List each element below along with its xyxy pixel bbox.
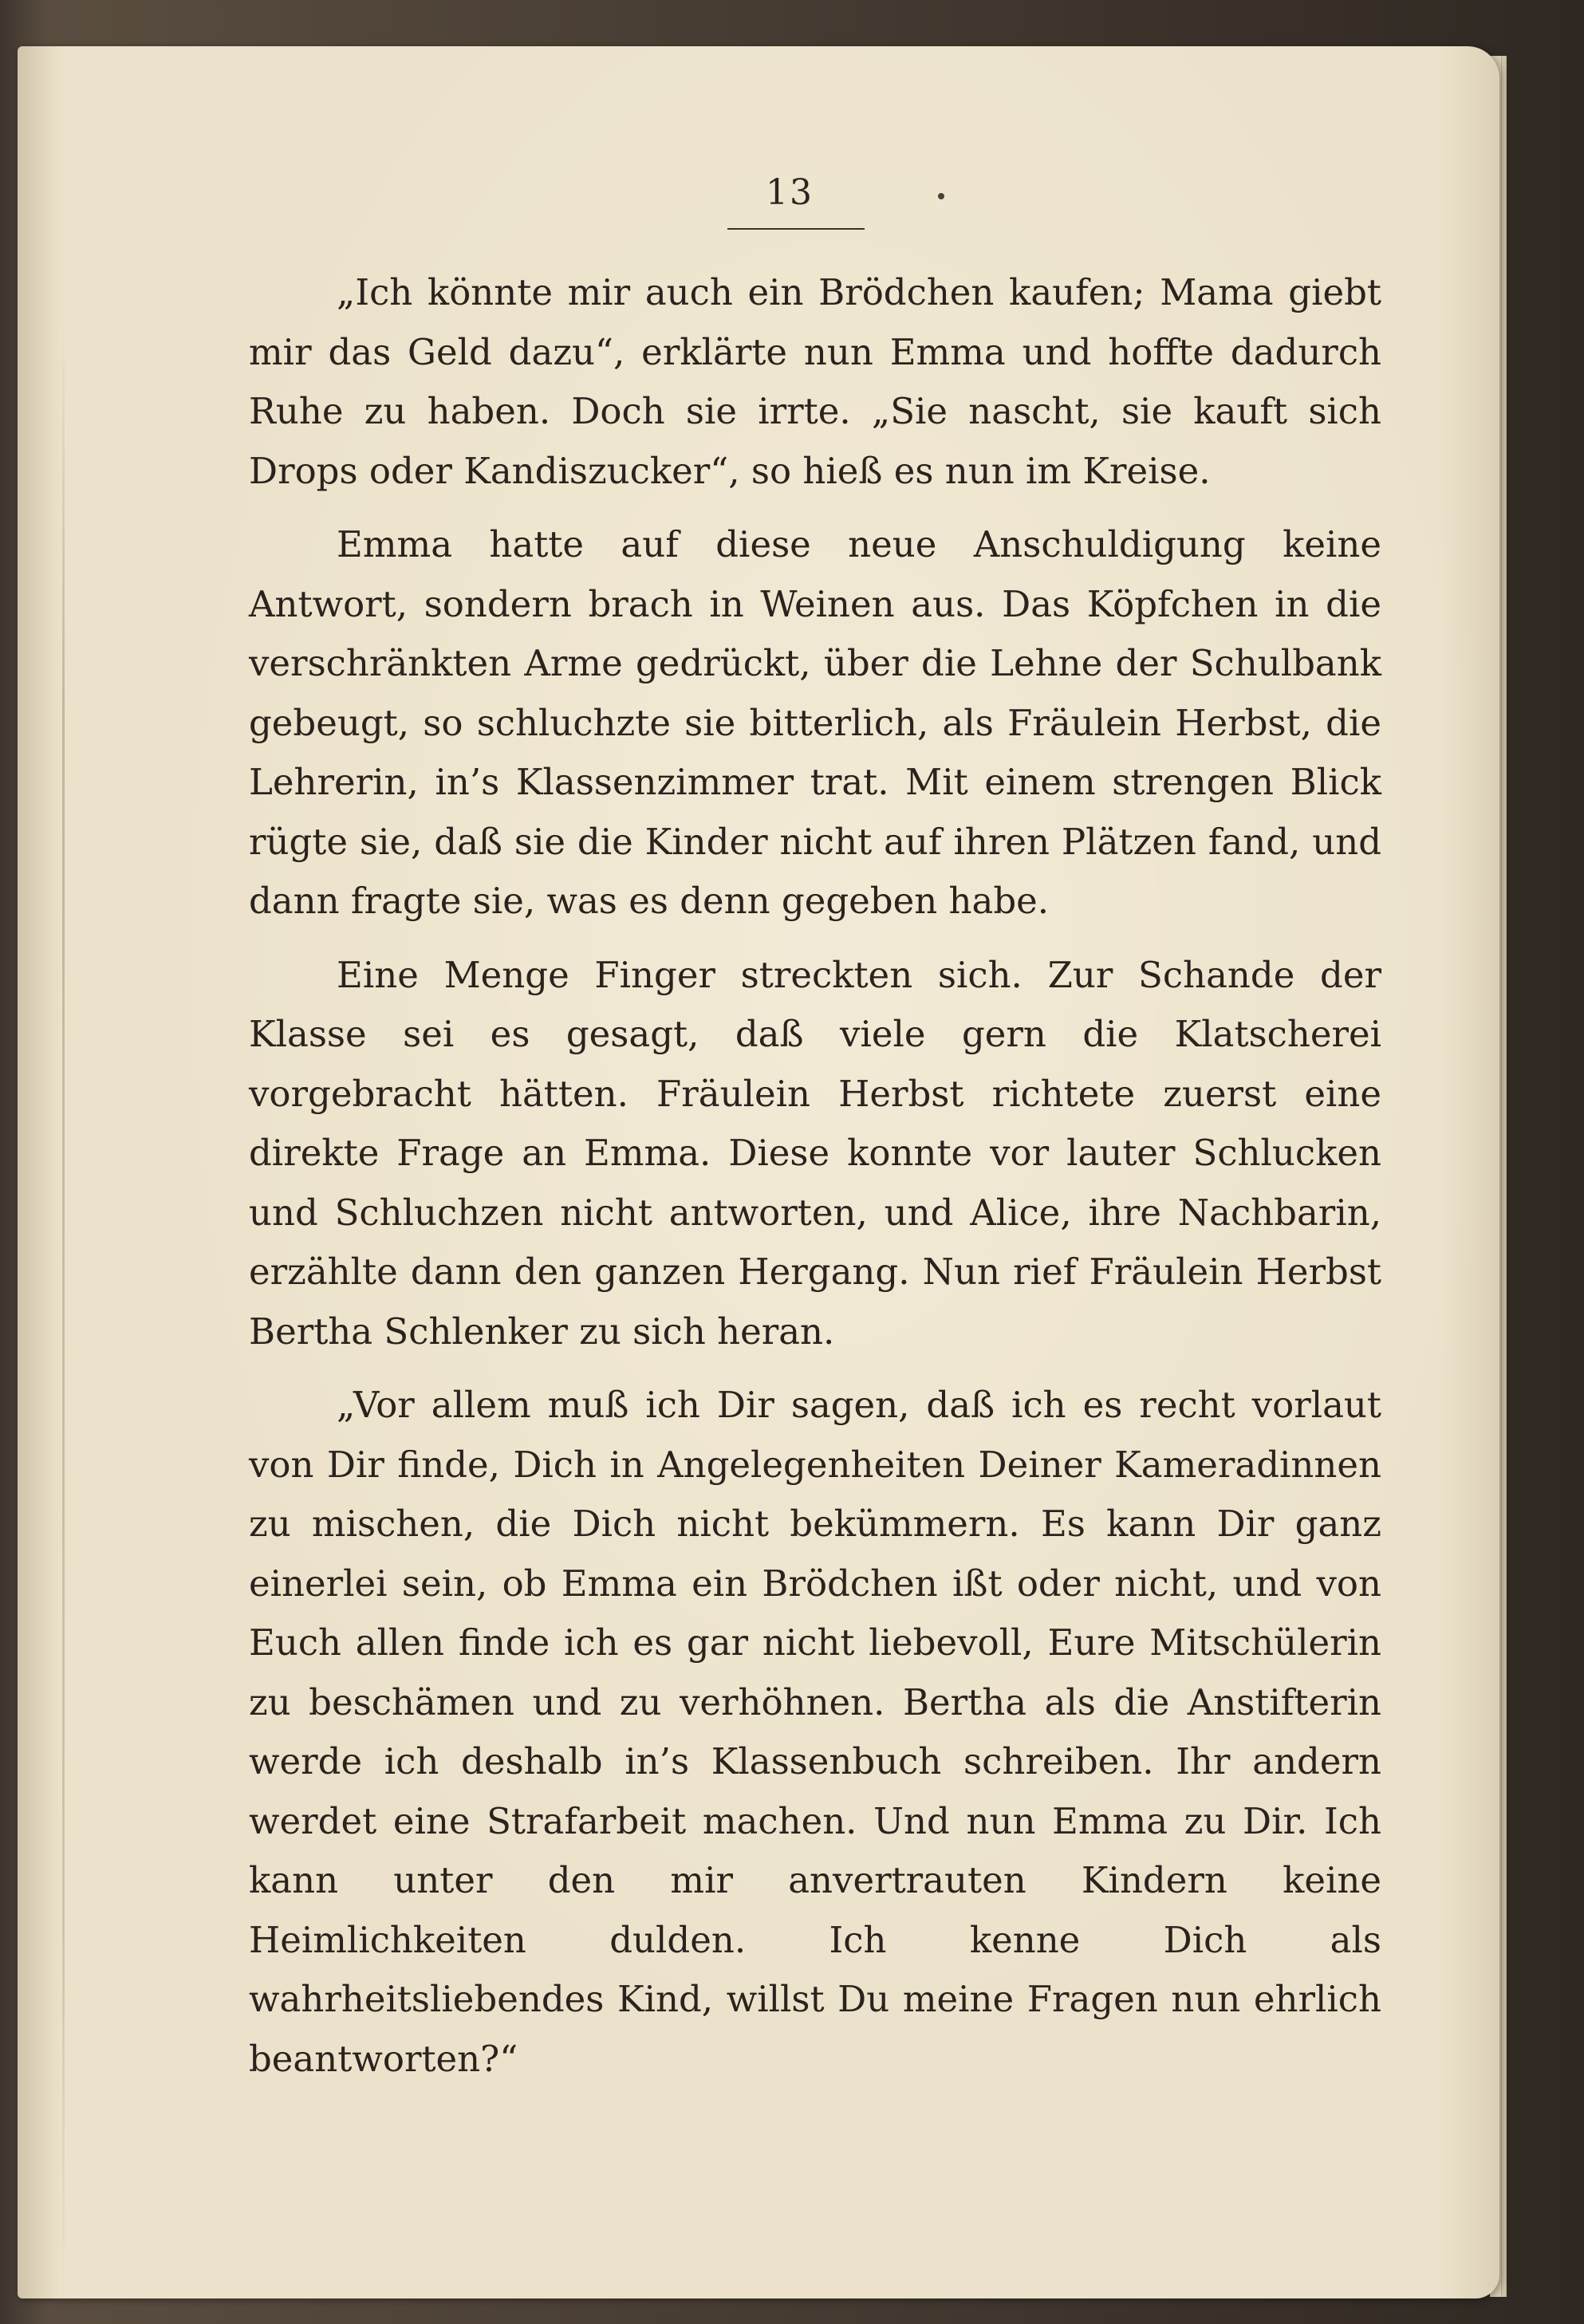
gutter-shadow <box>62 317 65 2311</box>
page-number: 13 <box>766 172 814 213</box>
paragraph-3: Eine Menge Finger streckten sich. Zur Schande der Klasse sei es gesagt, daß viele gern die Klatscherei vorgebracht hätten. Fräulein Herbst richtete zuerst eine direkte Frage an Emma. Diese konnte vor lauter Schlucken und Schluchzen nicht antworten, und Alice, ihre Nachbarin, erzählte dann den ganzen Hergang. Nun rief Fräulein Herbst Bertha Schlenker zu sich heran. <box>249 953 1381 1353</box>
paragraph-4: „Vor allem muß ich Dir sagen, daß ich es recht vorlaut von Dir finde, Dich in Angelegenheiten Deiner Kameradinnen zu mischen, die Dich nicht bekümmern. Es kann Dir ganz einerlei sein, ob Emma ein Brödchen ißt oder nicht, und von Euch allen finde ich es gar nicht liebevoll, Eure Mitschülerin zu beschämen und zu verhöhnen. Bertha als die Anstifterin werde ich deshalb in’s Klassenbuch schreiben. Ihr andern werdet eine Strafarbeit machen. Und nun Emma zu Dir. Ich kann unter den mir anvertrauten Kindern keine Heimlichkeiten dulden. Ich kenne Dich als wahrheitsliebendes Kind, willst Du meine Fragen nun ehrlich beantworten?“ <box>249 1384 1381 2080</box>
ink-speck <box>938 193 944 199</box>
paragraph-2: Emma hatte auf diese neue Anschuldigung keine Antwort, sondern brach in Weinen aus. Das Köpfchen in die verschränkten Arme gedrückt, über die Lehne der Schulbank gebeugt, so schluchzte sie bitterlich, als Fräulein Herbst, die Lehrerin, in’s Klassenzimmer trat. Mit einem strengen Blick rügte sie, daß sie die Kinder nicht auf ihren Plätzen fand, und dann fragte sie, was es denn gegeben habe. <box>249 523 1381 922</box>
header-rule <box>727 228 865 230</box>
body-text <box>249 263 1381 2089</box>
paragraph-1: „Ich könnte mir auch ein Brödchen kaufen; Mama giebt mir das Geld dazu“, erklärte nun Emma und hoffte dadurch Ruhe zu haben. Doch sie irrte. „Sie nascht, sie kauft sich Drops oder Kandiszucker“, so hieß es nun im Kreise. <box>249 271 1381 492</box>
